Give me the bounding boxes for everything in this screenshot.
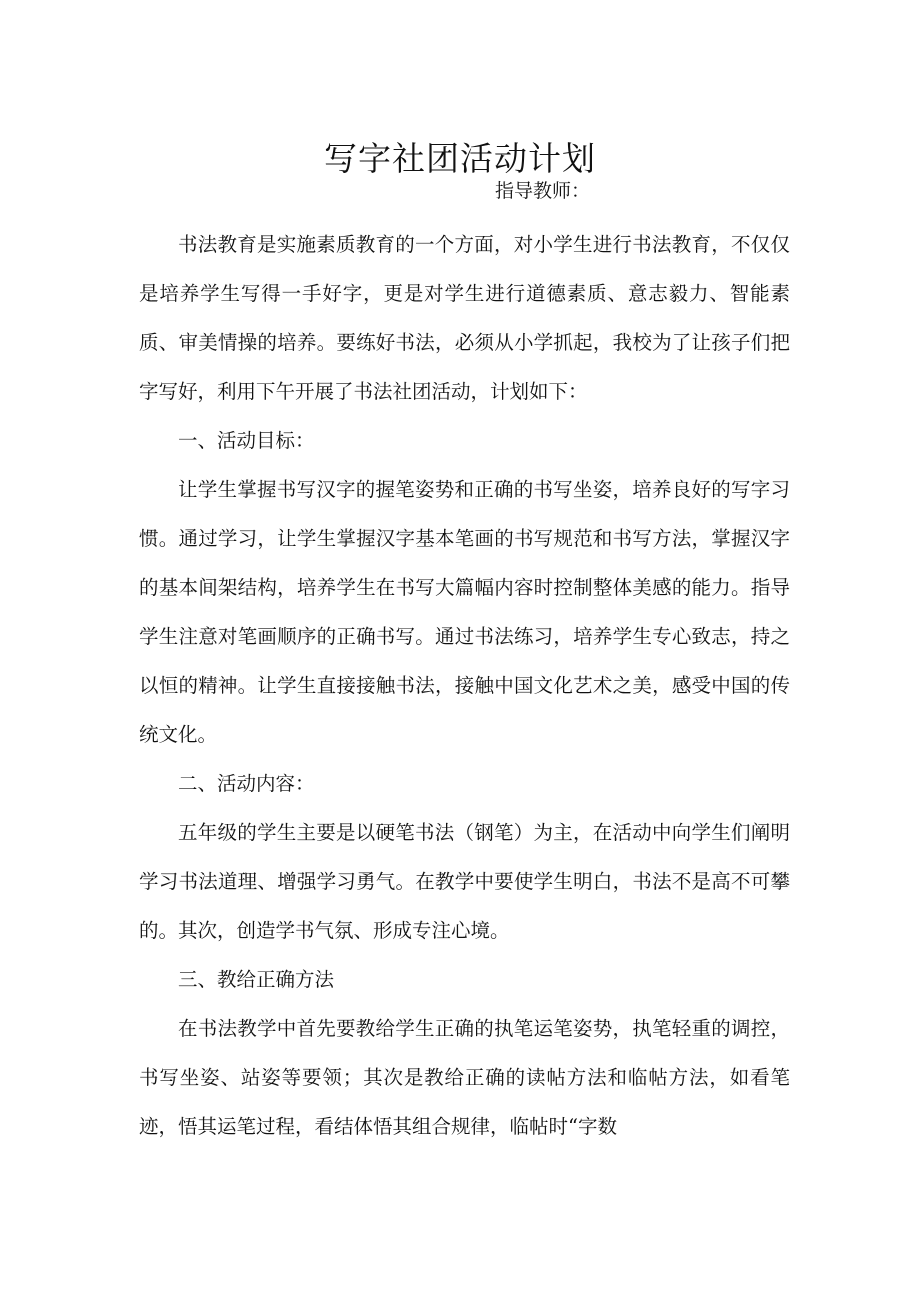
heading-correct-methods: 三、教给正确方法: [178, 968, 335, 991]
paragraph-activity-content: 五年级的学生主要是以硬笔书法（钢笔）为主，在活动中向学生们阐明学习书法道理、增强学习勇气。在教学中要使学生明白，书法不是高不可攀的。其次，创造学书气氛、形成专注心境。: [139, 821, 790, 942]
paragraph-intro: 书法教育是实施素质教育的一个方面，对小学生进行书法教育，不仅仅是培养学生写得一手好字，更是对学生进行道德素质、意志毅力、智能素质、审美情操的培养。要练好书法，必须从小学抓起，我校为了让孩子们把字写好，利用下午开展了书法社团活动，计划如下：: [139, 233, 790, 403]
heading-activity-content: 二、活动内容：: [178, 772, 315, 795]
paragraph-correct-methods: 在书法教学中首先要教给学生正确的执笔运笔姿势，执笔轻重的调控，书写坐姿、站姿等要领；其次是教给正确的读帖方法和临帖方法，如看笔迹，悟其运笔过程，看结体悟其组合规律，临帖时“字数: [139, 1017, 790, 1138]
document-title: 写字社团活动计划: [324, 139, 596, 179]
heading-activity-goals: 一、活动目标：: [178, 429, 315, 452]
document-body: [139, 220, 790, 1151]
paragraph-activity-goals: 让学生掌握书写汉字的握笔姿势和正确的书写坐姿，培养良好的写字习惯。通过学习，让学生掌握汉字基本笔画的书写规范和书写方法，掌握汉字的基本间架结构，培养学生在书写大篇幅内容时控制整体美感的能力。指导学生注意对笔画顺序的正确书写。通过书法练习，培养学生专心致志，持之以恒的精神。让学生直接接触书法，接触中国文化艺术之美，感受中国的传统文化。: [139, 478, 790, 746]
teacher-label: 指导教师：: [495, 180, 591, 202]
